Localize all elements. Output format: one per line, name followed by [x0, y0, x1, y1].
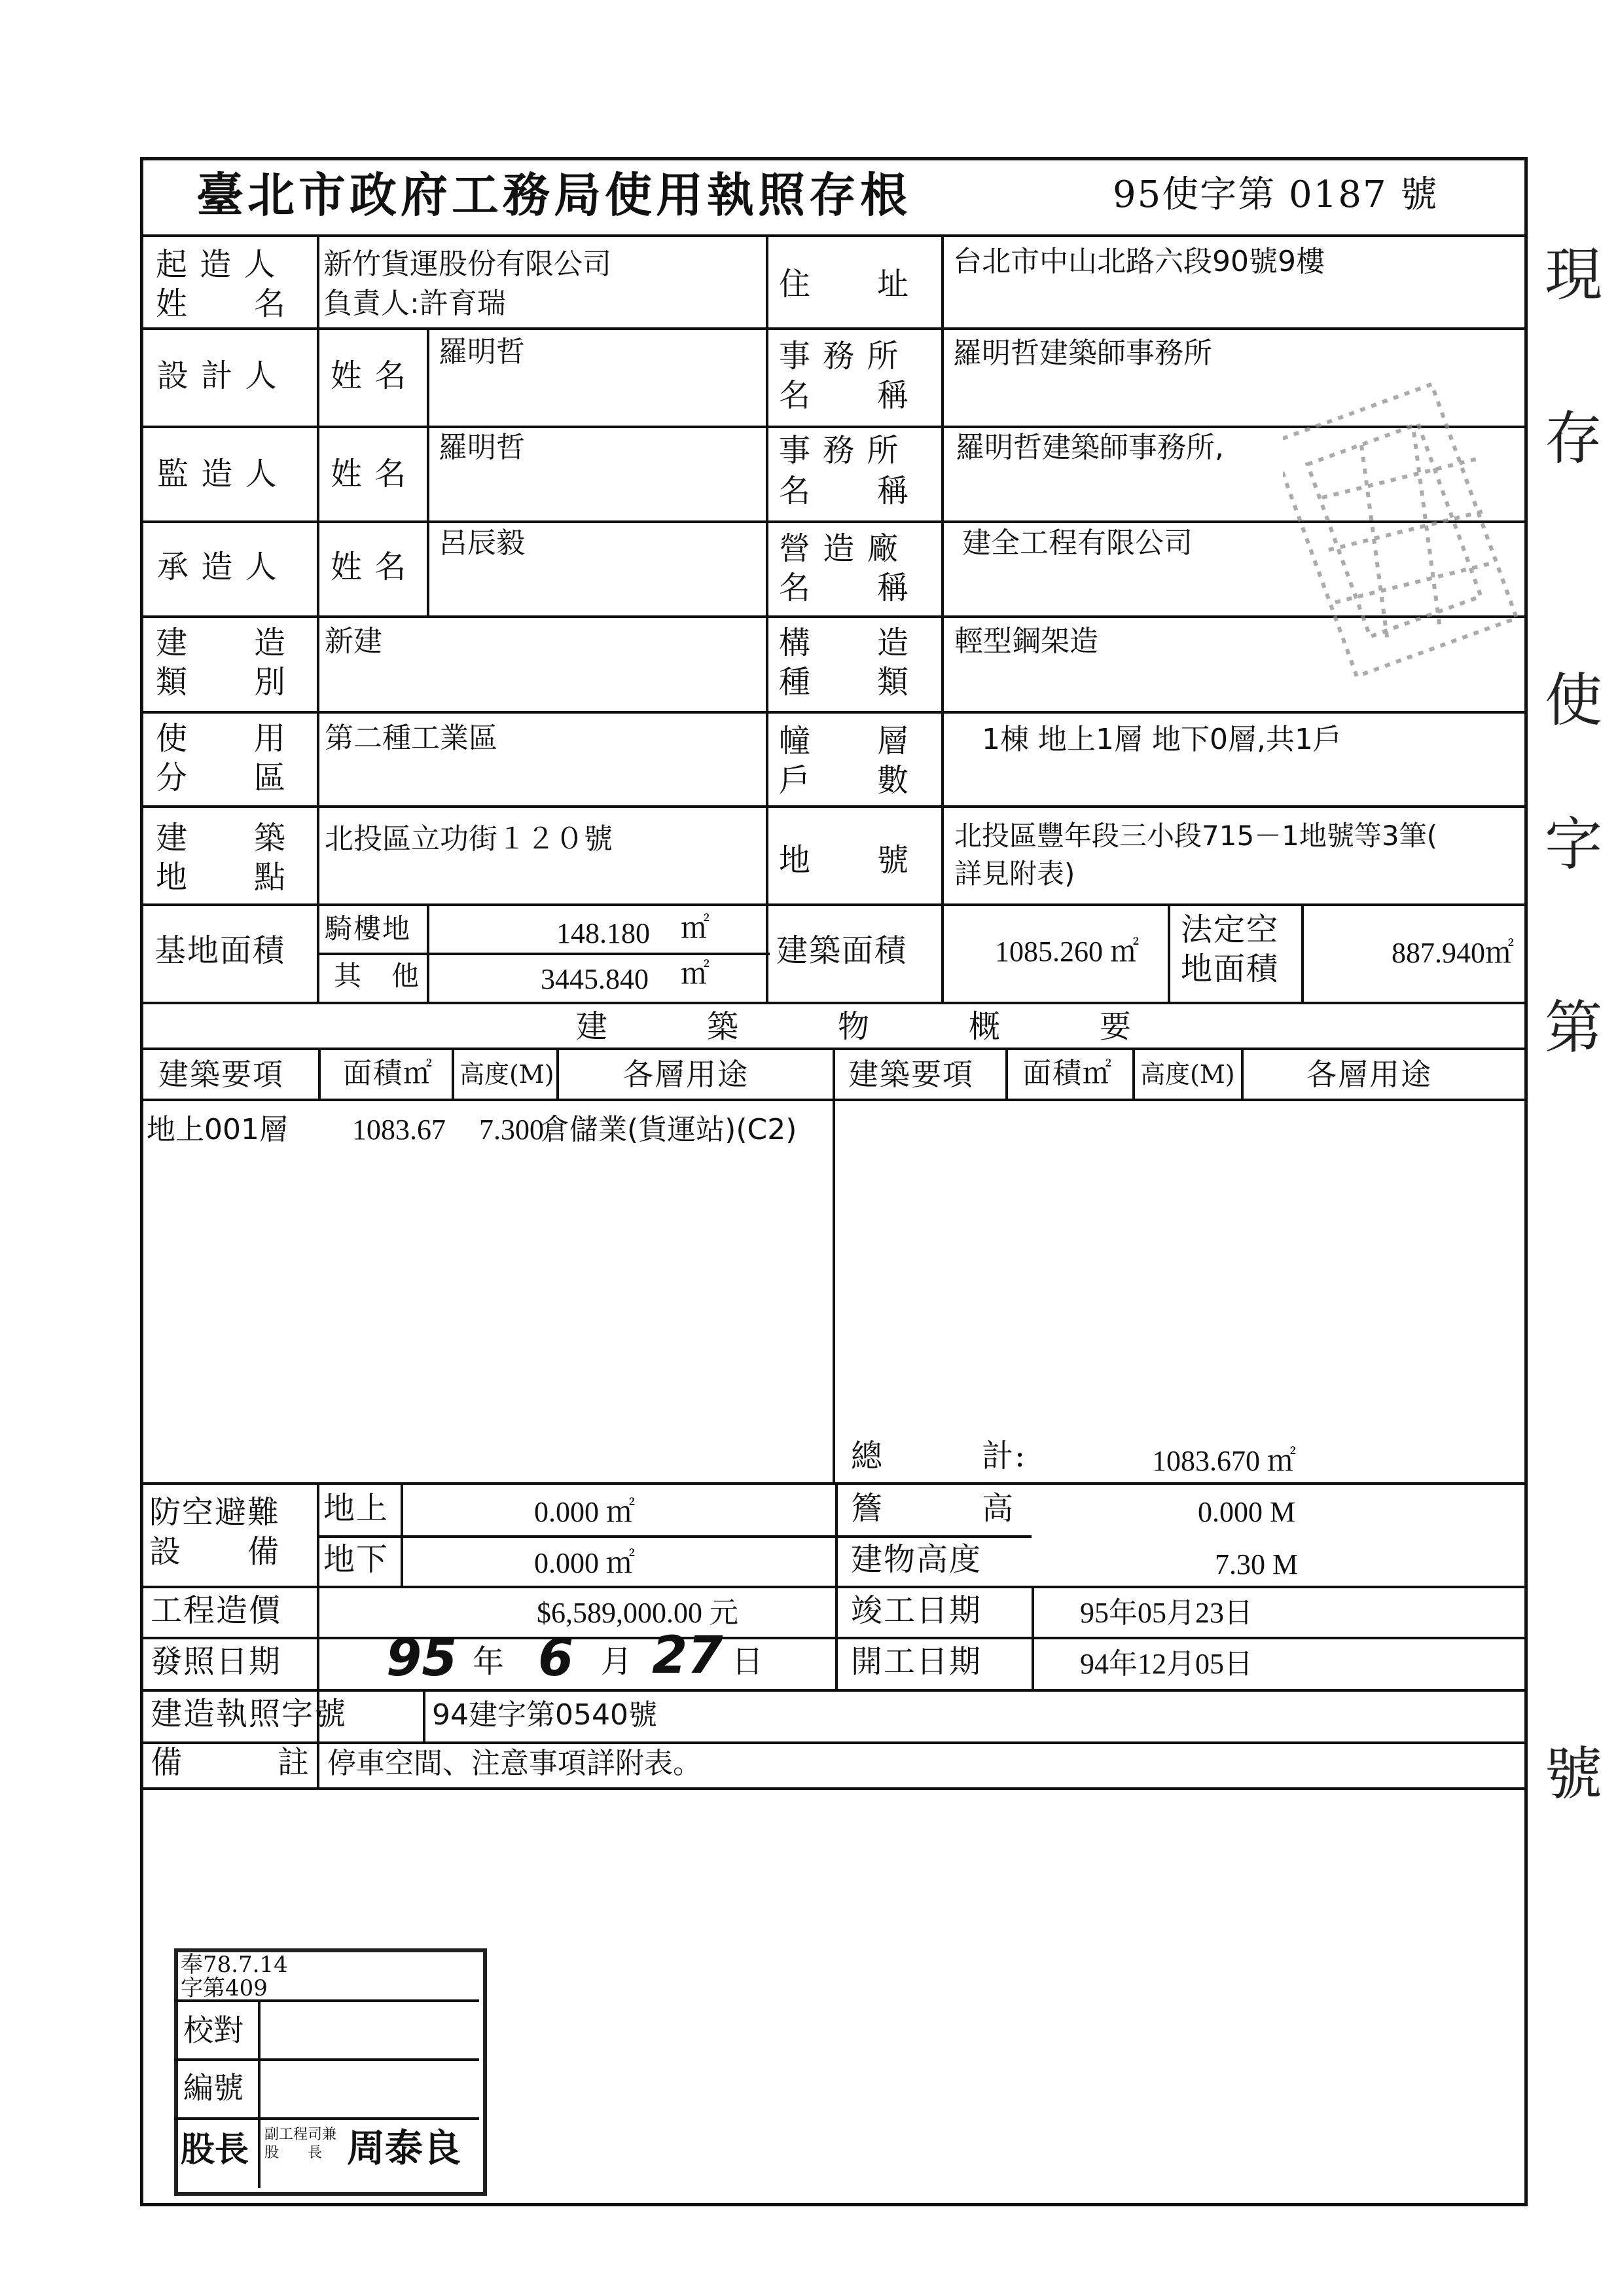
owner-label-1: 起 造 人: [156, 246, 277, 283]
col-date-label: [1032, 1586, 1034, 1689]
shelter-below-label: 地下: [323, 1541, 389, 1578]
other-unit: ㎡: [681, 958, 710, 990]
issue-month-unit: 月: [601, 1643, 634, 1680]
ov-header-height-left: 高度(M): [459, 1060, 554, 1089]
approval-proofread: 校對: [183, 2013, 243, 2048]
ov-header-use-right: 各層用途: [1306, 1057, 1432, 1092]
ov-header-use-left: 各層用途: [623, 1057, 749, 1092]
floors-value: 1棟 地上1層 地下0層,共1戶: [982, 723, 1342, 756]
approval-number: 編號: [183, 2070, 243, 2105]
other-value: 3445.840: [541, 963, 649, 995]
designer-office-label-2: 名 稱: [779, 377, 910, 414]
rule-shelter: [140, 1586, 1528, 1588]
lot-label: 地 號: [779, 842, 910, 879]
owner-address: 台北市中山北路六段90號9樓: [953, 245, 1325, 278]
designer-name: 羅明哲: [439, 335, 525, 369]
col-ov-5: [1005, 1048, 1008, 1099]
rule-owner: [140, 327, 1528, 330]
supervisor-name: 羅明哲: [439, 431, 525, 464]
ov-row-area: 1083.67: [352, 1114, 446, 1146]
completion-value: 95年05月23日: [1080, 1597, 1253, 1629]
ov-header-height-right: 高度(M): [1140, 1060, 1235, 1089]
arcade-unit: ㎡: [681, 912, 710, 944]
cost-label: 工程造價: [151, 1592, 282, 1629]
side-char-2: 存: [1545, 405, 1603, 472]
rule-remarks: [140, 1787, 1528, 1790]
approval-col: [258, 1999, 261, 2188]
col-permit-label: [423, 1689, 425, 1741]
supervisor-name-label: 姓 名: [331, 456, 408, 492]
location-label-1: 建 築: [156, 820, 287, 856]
ov-header-area-left: 面積㎡: [343, 1057, 433, 1090]
col-lower-mid: [835, 1482, 838, 1689]
site-area-label: 基地面積: [154, 932, 286, 969]
owner-address-label: 住 址: [779, 266, 910, 302]
side-char-3: 使: [1545, 666, 1603, 734]
rule-type: [140, 711, 1528, 714]
license-number: 95使字第 0187 號: [1113, 173, 1439, 216]
rule-location: [140, 903, 1528, 906]
approval-rule-3: [174, 2117, 479, 2120]
location-value: 北投區立功街１２０號: [325, 822, 613, 856]
rule-eave: [835, 1535, 1032, 1538]
building-area-value: 1085.260 ㎡: [995, 936, 1139, 968]
col-name-label: [427, 327, 429, 615]
col-ov-7: [1241, 1048, 1244, 1099]
designer-office: 羅明哲建築師事務所: [953, 337, 1212, 370]
shelter-label-1: 防空避難: [149, 1494, 281, 1531]
col-lower-label: [317, 1482, 319, 1787]
permit-value: 94建字第0540號: [432, 1698, 657, 1732]
start-label: 開工日期: [851, 1643, 982, 1680]
shelter-above-label: 地上: [323, 1490, 389, 1527]
owner-responsible: 負責人:許育瑞: [323, 287, 506, 320]
col-ov-3: [556, 1048, 559, 1099]
issue-day-unit: 日: [732, 1643, 765, 1680]
approval-deputy-name: 周泰良: [347, 2126, 461, 2170]
eave-value: 0.000 M: [1198, 1496, 1296, 1528]
contractor-firm: 建全工程有限公司: [962, 526, 1193, 560]
col-ov-2: [452, 1048, 454, 1099]
rule-issue: [140, 1689, 1528, 1692]
supervisor-office: 羅明哲建築師事務所,: [956, 431, 1224, 464]
supervisor-office-label-2: 名 稱: [779, 473, 910, 509]
issue-day: 27: [652, 1626, 723, 1685]
zoning-label-2: 分 區: [156, 759, 287, 796]
rule-area: [140, 1002, 1528, 1004]
structure-label-1: 構 造: [779, 625, 910, 661]
ov-total-value: 1083.670 ㎡: [1152, 1445, 1296, 1477]
issue-year: 95: [386, 1629, 458, 1688]
form-title: 臺北市政府工務局使用執照存根: [196, 167, 912, 223]
col-openspace-label: [1168, 903, 1170, 1002]
approval-deputy-title-2: 股 長: [264, 2145, 323, 2161]
arcade-value: 148.180: [556, 917, 650, 949]
col-ov-mid: [833, 1048, 835, 1482]
supervisor-label: 監 造 人: [157, 456, 278, 492]
remarks-label-right: 註: [278, 1744, 311, 1781]
zoning-value: 第二種工業區: [325, 721, 497, 755]
side-char-4: 字: [1545, 811, 1603, 878]
side-char-5: 第: [1545, 994, 1603, 1061]
ov-row-use: 倉儲業(貨運站)(C2): [541, 1113, 797, 1146]
supervisor-office-label-1: 事 務 所: [779, 432, 900, 469]
building-height-label: 建物高度: [851, 1541, 982, 1578]
col-ov-6: [1132, 1048, 1135, 1099]
rule-overview-body: [140, 1482, 1528, 1485]
designer-office-label-1: 事 務 所: [779, 338, 900, 374]
rule-title: [140, 234, 1528, 237]
zoning-label-1: 使 用: [156, 720, 287, 757]
remarks-label-left: 備: [151, 1744, 184, 1781]
open-space-label-1: 法定空: [1181, 911, 1280, 948]
col-area-label: [427, 903, 429, 1002]
designer-label: 設 計 人: [157, 357, 278, 394]
shelter-above-value: 0.000 ㎡: [534, 1496, 635, 1528]
contractor-name: 呂辰毅: [439, 526, 525, 560]
contractor-firm-label-2: 名 稱: [779, 570, 910, 606]
shelter-label-2: 設 備: [149, 1533, 281, 1570]
ov-total-label: 總 計:: [851, 1438, 1027, 1474]
arcade-label: 騎樓地: [325, 913, 412, 945]
side-char-1: 現: [1545, 241, 1603, 308]
issue-year-unit: 年: [473, 1643, 506, 1680]
approval-deputy-title-1: 副工程司兼: [264, 2126, 337, 2143]
shelter-below-value: 0.000 ㎡: [534, 1547, 635, 1579]
col-label: [317, 234, 319, 1002]
rule-shelter-mid: [318, 1535, 835, 1538]
official-seal-stamp: [1283, 367, 1519, 707]
lot-line-2: 詳見附表): [954, 858, 1075, 890]
issue-month: 6: [538, 1629, 574, 1688]
col-shelter-sub: [401, 1482, 403, 1586]
approval-line-2: 字第409: [181, 1975, 268, 2001]
rule-zoning: [140, 805, 1528, 808]
col-mid: [766, 234, 768, 1002]
cost-value: $6,589,000.00 元: [537, 1597, 738, 1629]
start-value: 94年12月05日: [1080, 1648, 1253, 1680]
ov-row-height: 7.300: [479, 1114, 544, 1146]
other-label: 其 他: [334, 960, 421, 992]
remarks-value: 停車空間、注意事項詳附表。: [327, 1747, 702, 1780]
col-openspace-value: [1301, 903, 1304, 1002]
construction-type: 新建: [325, 625, 382, 658]
ov-header-item-right: 建築要項: [848, 1057, 974, 1092]
contractor-name-label: 姓 名: [331, 549, 408, 585]
open-space-label-2: 地面積: [1181, 951, 1280, 987]
designer-name-label: 姓 名: [331, 357, 408, 394]
permit-label: 建造執照字號: [151, 1696, 348, 1732]
rule-cost: [140, 1637, 1528, 1639]
open-space-value: 887.940㎡: [1392, 937, 1514, 969]
type-label-1: 建 造: [156, 625, 287, 661]
col-right-label: [941, 234, 944, 1002]
rule-permit: [140, 1741, 1528, 1744]
side-char-6: 號: [1545, 1740, 1603, 1808]
contractor-label: 承 造 人: [157, 549, 278, 585]
contractor-firm-label-1: 營 造 廠: [779, 530, 900, 567]
floors-label-2: 戶 數: [779, 762, 910, 799]
lot-line-1: 北投區豐年段三小段715－1地號等3筆(: [954, 820, 1437, 852]
owner-company: 新竹貨運股份有限公司: [323, 247, 611, 281]
building-area-label: 建築面積: [776, 932, 908, 969]
ov-row-item: 地上001層: [147, 1113, 288, 1146]
overview-title: 建 築 物 概 要: [576, 1008, 1133, 1045]
construction-structure: 輕型鋼架造: [954, 625, 1098, 658]
rule-area-mid: [318, 953, 770, 955]
col-ov-1: [318, 1048, 321, 1099]
type-label-2: 類 別: [156, 664, 287, 701]
approval-section-chief: 股長: [181, 2130, 249, 2170]
location-label-2: 地 點: [156, 859, 287, 896]
owner-label-2: 姓 名: [156, 285, 287, 322]
building-height-value: 7.30 M: [1215, 1548, 1299, 1580]
structure-label-2: 種 類: [779, 664, 910, 701]
approval-rule-2: [174, 2058, 479, 2061]
floors-label-1: 幢 層: [779, 723, 910, 759]
ov-header-area-right: 面積㎡: [1022, 1057, 1113, 1090]
issue-label: 發照日期: [151, 1643, 282, 1680]
ov-header-item-left: 建築要項: [158, 1057, 284, 1092]
approval-line-1: 奉78.7.14: [181, 1952, 288, 1978]
eave-label: 簷 高: [851, 1490, 1015, 1527]
completion-label: 竣工日期: [851, 1592, 982, 1629]
